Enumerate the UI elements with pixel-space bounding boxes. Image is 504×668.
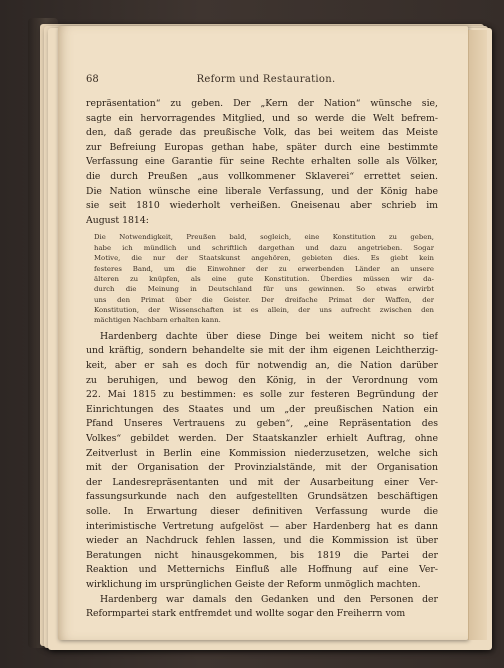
text-line: Motive, die nur der Staatskunst angehören, gebieten dies. Es giebt kein: [94, 254, 434, 263]
text-line: wirklichung im ursprünglichen Geiste der Reform unmöglich machten.: [86, 578, 421, 590]
page-header: [86, 74, 446, 88]
text-line: Beratungen nicht hinausgekommen, bis 1819 die Partei der: [86, 549, 438, 561]
text-line: die durch Preußen „aus vollkommener Sklaverei“ errettet seien.: [86, 170, 438, 182]
text-line: repräsentation“ zu geben. Der „Kern der Nation“ wünsche sie,: [86, 98, 438, 109]
text-line: Pfand Unseres Vertrauens zu geben“, „eine Repräsentation des: [86, 418, 438, 430]
text-line: Reaktion und Metternichs Einfluß alle Hoffnung auf eine Ver-: [86, 564, 438, 576]
text-line: August 1814:: [86, 214, 149, 226]
text-line: 22. Mai 1815 zu bestimmen: es solle zur festeren Begründung der: [86, 389, 438, 401]
text-line: und kräftig, sondern behandelte sie mit der ihm eigenen Leichtherzig-: [86, 345, 438, 357]
text-line: Die Notwendigkeit, Preußen bald, sogleich, eine Konstitution zu geben,: [94, 233, 434, 242]
text-line: mächtigen Nachbarn erhalten kann.: [94, 316, 221, 325]
text-line: zur Befreiung Europas gethan habe, später durch eine bestimmte: [86, 141, 438, 153]
text-line: Volkes“ gebildet werden. Der Staatskanzler erhielt Auftrag, ohne: [86, 433, 438, 445]
text-line: festeres Band, um die Einwohner der zu erwerbenden Länder an unsere: [94, 264, 434, 273]
text-line: sagte ein hervorragendes Mitglied, und so werde die Welt befrem-: [86, 112, 438, 124]
text-line: habe ich mündlich und schriftlich dargethan und dazu angetrieben. Sogar: [94, 243, 434, 252]
text-line: mit der Organisation der Provinzialstände, mit der Organisation: [86, 462, 438, 474]
text-line: zu beruhigen, und bewog den König, in der Verordnung vom: [86, 374, 438, 386]
text-line: Zeitverlust in Berlin eine Kommission niederzusetzen, welche sich: [86, 447, 438, 459]
text-line: fassungsurkunde nach den aufgestellten Grundsätzen beschäftigen: [86, 491, 438, 503]
text-line: solle. In Erwartung dieser definitiven Verfassung wurde die: [86, 505, 438, 517]
text-line: Reformpartei stark entfremdet und wollte sogar den Freiherrn vom: [86, 608, 406, 620]
block-quote: [94, 232, 434, 326]
text-line: wieder an Nachdruck fehlen lassen, und die Kommission ist über: [86, 535, 438, 547]
text-line: Hardenberg war damals den Gedanken und den Personen der: [100, 593, 438, 605]
text-line: durch die Meinung in Deutschland für uns gewinnen. So etwas erwirbt: [94, 285, 434, 294]
text-line: Konstitution, der Wissenschaften ist es allein, der uns aufrecht zwischen den: [94, 306, 434, 315]
text-line: Verfassung eine Garantie für seine Rechte erhalten solle als Völker,: [86, 156, 438, 168]
text-line: sie seit 1810 wiederholt verheißen. Gneisenau aber schrieb im: [86, 200, 438, 212]
text-line: keit, aber er sah es doch für notwendig an, die Nation darüber: [86, 360, 438, 372]
text-line: interimistische Vertretung aufgelöst — aber Hardenberg hat es dann: [86, 520, 438, 532]
paragraph-bottom: [86, 330, 438, 622]
text-line: den, daß gerade das preußische Volk, das bei weitem das Meiste: [86, 127, 438, 139]
text-line: Einrichtungen des Staates und um „der preußischen Nation ein: [86, 403, 438, 415]
paragraph-top: [86, 97, 438, 228]
text-line: Hardenberg dachte über diese Dinge bei weitem nicht so tief: [100, 330, 438, 342]
text-line: der Landesrepräsentanten und mit der Ausarbeitung einer Ver-: [86, 476, 438, 488]
text-line: uns den Primat über die Geister. Der dreifache Primat der Waffen, der: [94, 295, 434, 304]
facing-page-edge: [468, 30, 487, 640]
text-line: Die Nation wünsche eine liberale Verfassung, und der König habe: [86, 185, 438, 197]
page-number: 68: [86, 74, 99, 85]
running-title: Reform und Restauration.: [196, 74, 336, 85]
body-text: [86, 97, 438, 622]
text-line: älteren zu knüpfen, als eine gute Konstitution. Überdies müssen wir da-: [94, 274, 434, 283]
